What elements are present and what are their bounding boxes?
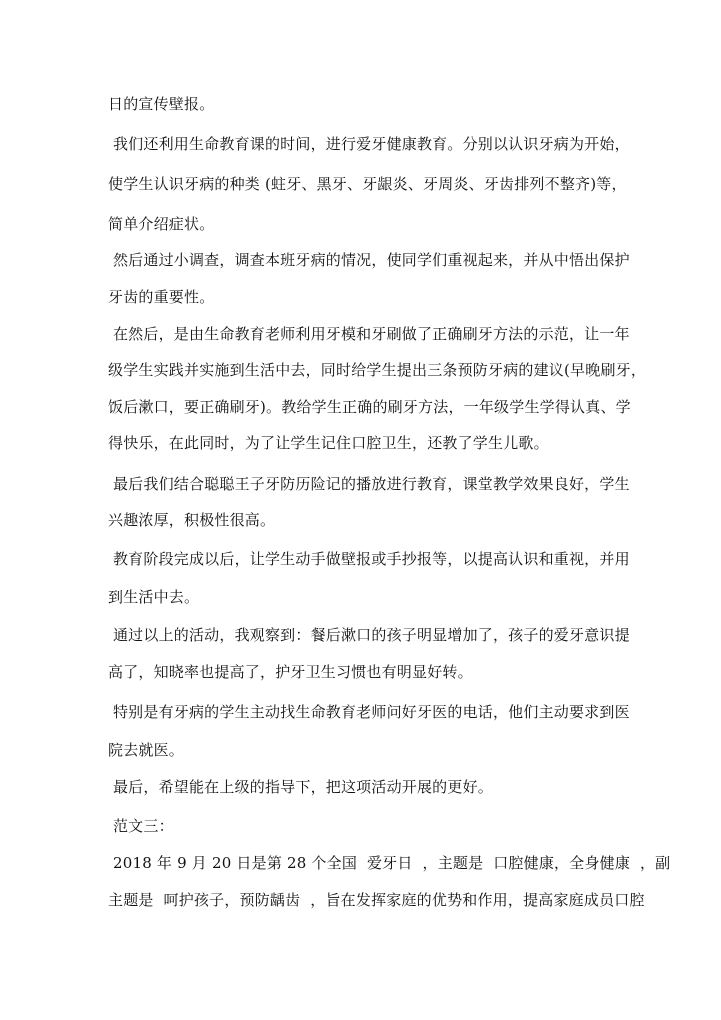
text-line: 教育阶段完成以后，让学生动手做壁报或手抄报等，以提高认识和重视，并用 bbox=[108, 550, 630, 568]
text-line: 在然后，是由生命教育老师利用牙模和牙刷做了正确刷牙方法的示范，让一年 bbox=[108, 325, 630, 343]
text-line: 高了，知晓率也提高了，护牙卫生习惯也有明显好转。 bbox=[108, 663, 473, 681]
text-line: 饭后漱口，要正确刷牙)。教给学生正确的刷牙方法，一年级学生学得认真、学 bbox=[108, 398, 631, 416]
text-line: 范文三： bbox=[108, 817, 174, 835]
text-line: 得快乐，在此同时，为了让学生记住口腔卫生，还教了学生儿歌。 bbox=[108, 434, 549, 452]
text-line: 牙齿的重要性。 bbox=[108, 288, 215, 306]
text-line: 我们还利用生命教育课的时间，进行爱牙健康教育。分别以认识牙病为开始， bbox=[108, 135, 630, 153]
text-line: 通过以上的活动，我观察到：餐后漱口的孩子明显增加了，孩子的爱牙意识提 bbox=[108, 626, 630, 644]
text-line: 特别是有牙病的学生主动找生命教育老师问好牙医的电话，他们主动要求到医 bbox=[108, 703, 630, 721]
text-line: 使学生认识牙病的种类 (蛀牙、黑牙、牙龈炎、牙周炎、牙齿排列不整齐)等， bbox=[108, 175, 627, 193]
text-line: 2018 年 9 月 20 日是第 28 个全国 爱牙日 ，主题是 口腔健康，全身健康 ，副 bbox=[108, 854, 671, 872]
text-line: 最后我们结合聪聪王子牙防历险记的播放进行教育，课堂教学效果良好，学生 bbox=[108, 475, 630, 493]
text-line: 主题是 呵护孩子，预防龋齿 ，旨在发挥家庭的优势和作用，提高家庭成员口腔 bbox=[108, 891, 645, 909]
text-line: 级学生实践并实施到生活中去，同时给学生提出三条预防牙病的建议(早晚刷牙， bbox=[108, 361, 647, 379]
text-line: 最后，希望能在上级的指导下，把这项活动开展的更好。 bbox=[108, 778, 493, 796]
text-line: 日的宣传壁报。 bbox=[108, 95, 215, 113]
text-line: 简单介绍症状。 bbox=[108, 215, 215, 233]
text-line: 到生活中去。 bbox=[108, 588, 200, 606]
text-line: 然后通过小调查，调查本班牙病的情况，使同学们重视起来，并从中悟出保护 bbox=[108, 251, 630, 269]
text-line: 院去就医。 bbox=[108, 741, 185, 759]
text-line: 兴趣浓厚，积极性很高。 bbox=[108, 511, 276, 529]
